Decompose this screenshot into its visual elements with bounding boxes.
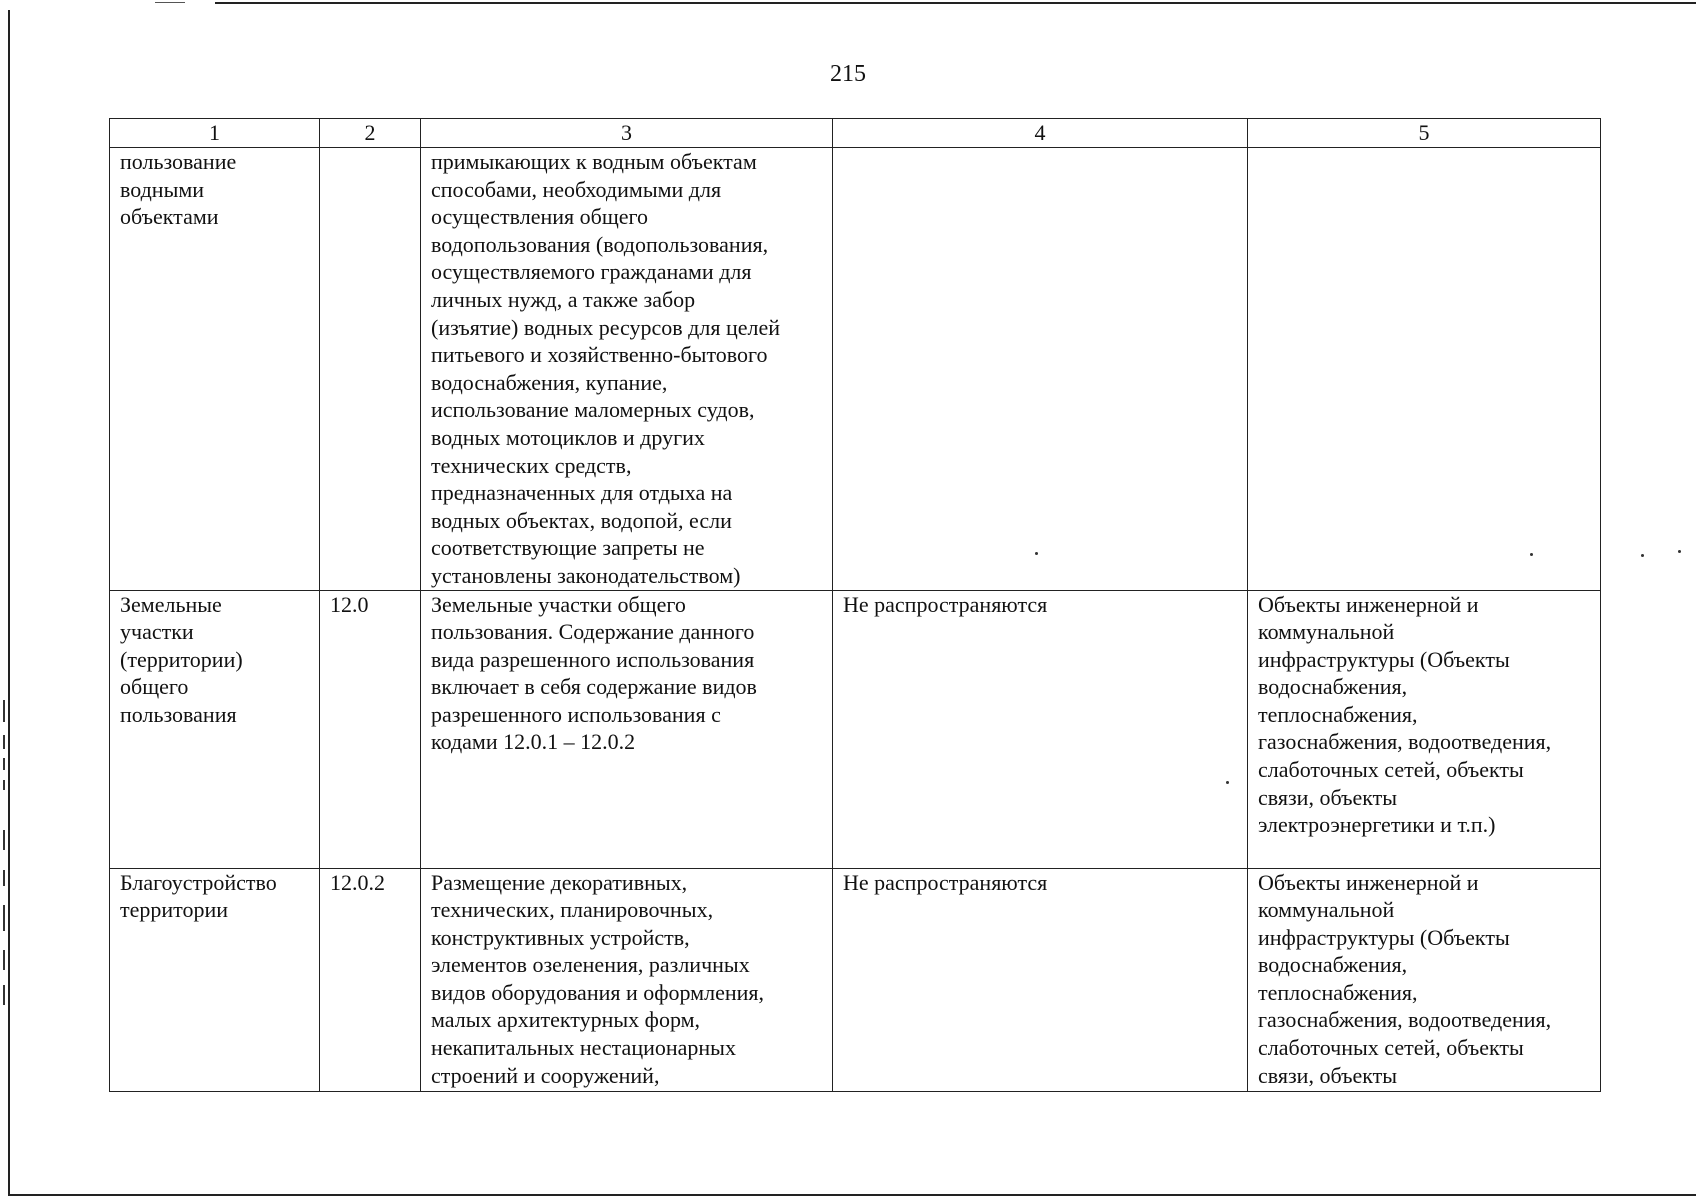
column-header: 5	[1248, 119, 1601, 148]
scan-artifact	[3, 735, 5, 749]
use-code-cell: 12.0.2	[320, 868, 421, 1091]
column-header: 1	[110, 119, 320, 148]
scan-speck	[1530, 553, 1533, 556]
table-row	[110, 590, 1601, 868]
column-header: 3	[421, 119, 833, 148]
column-header: 2	[320, 119, 421, 148]
scan-border-bottom	[8, 1194, 1696, 1196]
scan-artifact	[3, 780, 5, 790]
column-header: 4	[833, 119, 1248, 148]
use-description-cell: Размещение декоративных, технических, планировочных, конструктивных устройств, элементов озеленения, различных видов оборудования и оформления, малых архитектурных форм, некапитальных нестационарных строений и сооружений,	[421, 868, 833, 1091]
table-header-row	[110, 119, 1601, 148]
table-row	[110, 148, 1601, 591]
use-type-name-cell: Земельные участки (территории) общего пользования	[110, 590, 320, 868]
page-number: 215	[830, 61, 866, 87]
scan-border-fragment	[155, 2, 185, 3]
scan-border-left	[8, 10, 10, 1196]
use-description-cell: примыкающих к водным объектам способами, необходимыми для осуществления общего водопользования (водопользования, осуществляемого гражданами для личных нужд, а также забор (изъятие) водных ресурсов для целей питьевого и хозяйственно-бытового водоснабжения, купание, использование маломерных судов, водных мотоциклов и других технических средств, предназначенных для отдыха на водных объектах, водопой, если соответствующие запреты не установлены законодательством)	[421, 148, 833, 591]
use-code-cell: 12.0	[320, 590, 421, 868]
use-type-name-cell: пользование водными объектами	[110, 148, 320, 591]
table-row	[110, 868, 1601, 1091]
scan-speck	[1641, 554, 1644, 557]
scan-artifact	[3, 950, 5, 970]
restrictions-cell	[833, 148, 1248, 591]
scan-speck	[1678, 550, 1681, 553]
scan-artifact	[3, 985, 5, 1005]
restrictions-cell: Не распространяются	[833, 868, 1248, 1091]
scan-artifact	[3, 905, 5, 931]
use-type-name-cell: Благоустройство территории	[110, 868, 320, 1091]
use-code-cell	[320, 148, 421, 591]
scan-speck	[1035, 552, 1038, 555]
scan-artifact	[3, 830, 5, 850]
scan-artifact	[3, 758, 5, 770]
permitted-objects-cell: Объекты инженерной и коммунальной инфраструктуры (Объекты водоснабжения, теплоснабжения, газоснабжения, водоотведения, слаботочных сетей, объекты связи, объекты	[1248, 868, 1601, 1091]
scan-border-top	[215, 2, 1696, 4]
scan-artifact	[3, 700, 5, 722]
permitted-use-table	[109, 118, 1601, 1092]
permitted-objects-cell: Объекты инженерной и коммунальной инфраструктуры (Объекты водоснабжения, теплоснабжения, газоснабжения, водоотведения, слаботочных сетей, объекты связи, объекты электроэнергетики и т.п.)	[1248, 590, 1601, 868]
scan-speck	[1226, 781, 1229, 784]
scan-artifact	[3, 870, 5, 886]
permitted-objects-cell	[1248, 148, 1601, 591]
use-description-cell: Земельные участки общего пользования. Содержание данного вида разрешенного использования включает в себя содержание видов разрешенного использования с кодами 12.0.1 – 12.0.2	[421, 590, 833, 868]
restrictions-cell: Не распространяются	[833, 590, 1248, 868]
